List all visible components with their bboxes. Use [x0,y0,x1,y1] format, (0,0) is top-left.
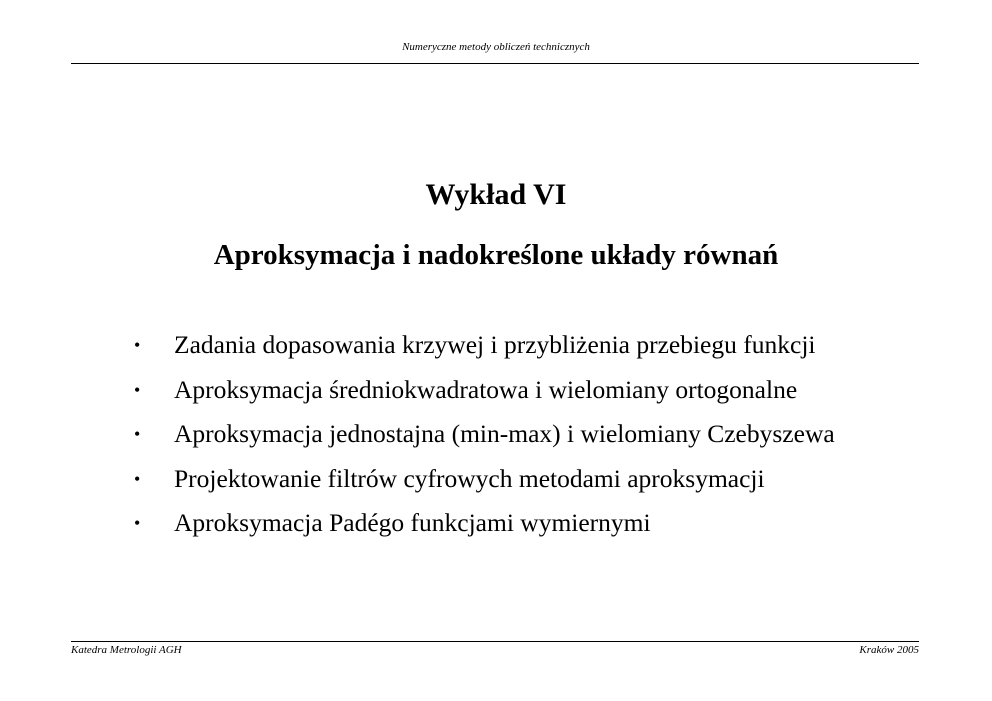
footer-rule [71,641,919,642]
list-item-text: Aproksymacja Padégo funkcjami wymiernymi [174,508,651,537]
topic-list [134,327,835,550]
lecture-title: Wykład VI [425,178,567,211]
bullet-icon: • [134,335,141,355]
list-item [134,416,835,461]
list-item [134,327,835,372]
running-header: Numeryczne metody obliczeń technicznych [402,41,590,53]
list-item-text: Zadania dopasowania krzywej i przybliżenia przebiegu funkcji [174,330,816,359]
footer-place-date: Kraków 2005 [859,644,919,656]
list-item-text: Aproksymacja jednostajna (min-max) i wielomiany Czebyszewa [174,419,835,448]
list-item-text: Projektowanie filtrów cyfrowych metodami aproksymacji [174,463,765,493]
bullet-icon: • [134,513,141,533]
bullet-icon: • [134,468,141,489]
list-item [134,461,835,506]
list-item-text: Aproksymacja średniokwadratowa i wielomiany ortogonalne [174,374,798,404]
bullet-icon: • [134,379,141,400]
list-item [134,372,835,417]
header-rule [71,63,919,64]
list-item [134,505,835,550]
bullet-icon: • [134,424,141,444]
footer-department: Katedra Metrologii AGH [71,644,182,656]
lecture-subtitle: Aproksymacja i nadokreślone układy równań [213,239,779,271]
